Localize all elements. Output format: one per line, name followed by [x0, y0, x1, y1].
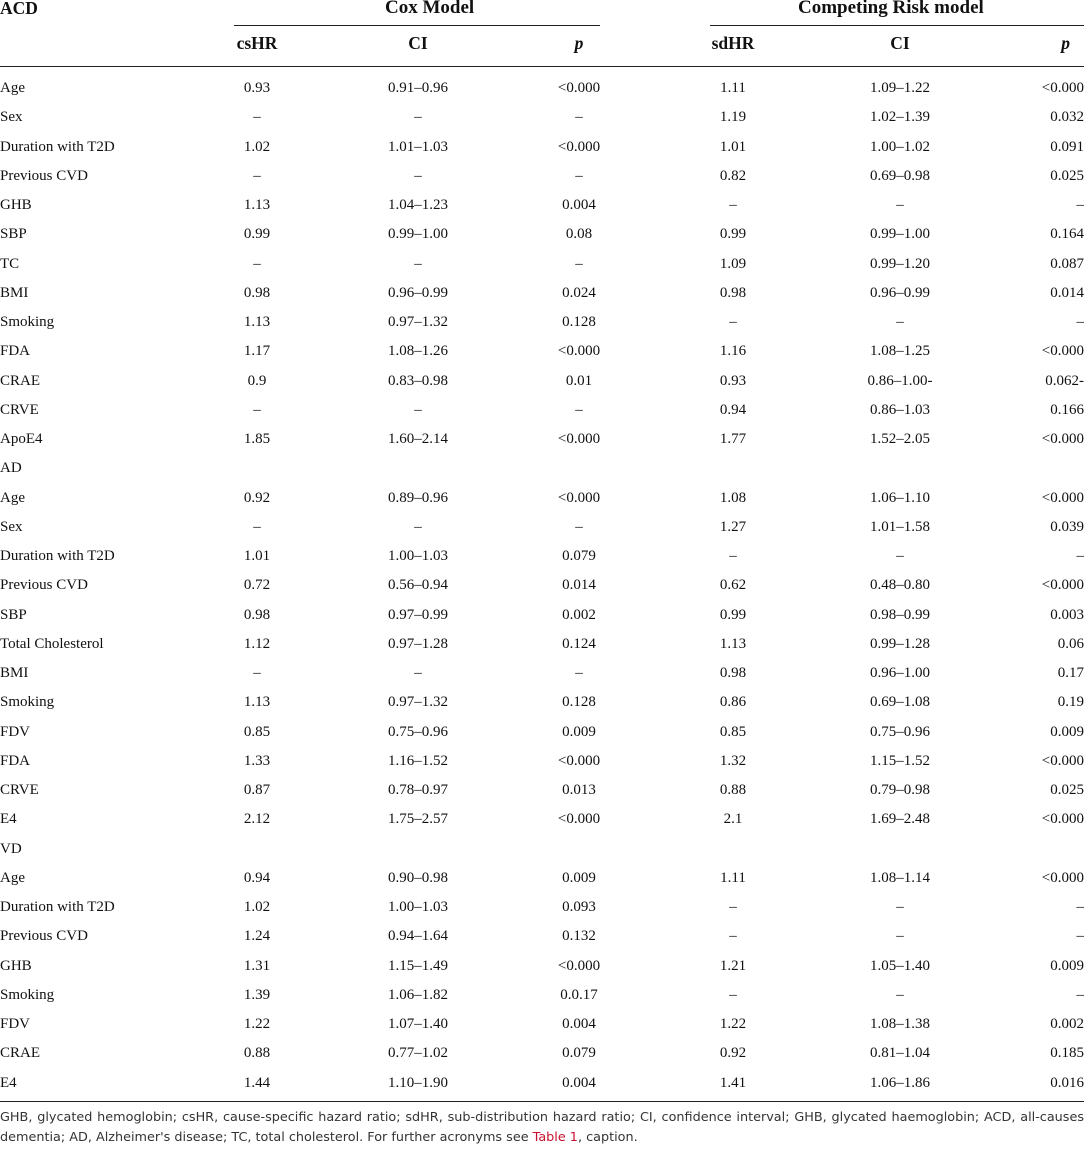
- table-row: [0, 926, 1084, 955]
- cox-model-header: Cox Model: [385, 0, 475, 18]
- table-cell: –: [896, 314, 904, 330]
- table-cell: 1.22: [719, 1016, 747, 1032]
- table-cell: 0.86: [719, 694, 747, 711]
- table-cell: 0.9: [247, 372, 267, 389]
- table-cell: 0.087: [1050, 255, 1084, 272]
- table-cell: –: [896, 986, 904, 1003]
- table-cell: 0.93: [243, 80, 271, 96]
- table-cell: <0.000: [1041, 80, 1084, 96]
- footnote-tail: , caption.: [577, 1130, 638, 1145]
- table-cell: 0.69–0.98: [870, 167, 930, 184]
- table-cell: 0.98: [243, 606, 271, 623]
- table-row: [0, 1073, 1084, 1102]
- table-cell: 0.96–0.99: [870, 284, 930, 301]
- table-cell: 1.01: [719, 138, 747, 155]
- table-row: [0, 312, 1084, 341]
- table-row: [0, 400, 1084, 429]
- table-cell: 1.08–1.38: [870, 1016, 930, 1032]
- table-cell: <0.000: [557, 489, 601, 506]
- table-cell: 1.13: [243, 314, 271, 330]
- row-label: BMI: [0, 665, 29, 681]
- table-cell: <0.000: [557, 431, 601, 447]
- table-cell: 0.004: [562, 197, 596, 213]
- table-cell: –: [414, 109, 422, 126]
- table-cell: 1.69–2.48: [870, 811, 930, 828]
- table-cell: –: [729, 986, 737, 1003]
- table-cell: 1.13: [719, 635, 747, 652]
- row-label: CRAE: [0, 372, 41, 389]
- table-cell: 0.06: [1057, 635, 1084, 652]
- table-cell: –: [253, 665, 261, 681]
- table-cell: 0.99: [243, 226, 271, 243]
- table-cell: <0.000: [1041, 811, 1084, 828]
- table-cell: –: [1076, 314, 1084, 330]
- table-cell: 1.11: [720, 869, 746, 886]
- competing-risk-header: Competing Risk model: [798, 0, 984, 18]
- table-cell: 1.06–1.82: [388, 986, 448, 1003]
- table-cell: –: [253, 255, 261, 272]
- table-row: [0, 634, 1084, 663]
- table-cell: 0.004: [562, 1016, 596, 1032]
- row-label: Sex: [0, 518, 23, 535]
- table-cell: 0.079: [562, 548, 596, 564]
- row-label: Smoking: [0, 694, 55, 711]
- table-cell: 0.96–1.00: [870, 665, 930, 681]
- table-cell: 0.016: [1050, 1074, 1084, 1091]
- row-label: FDA: [0, 752, 31, 769]
- table-cell: 0.124: [562, 635, 596, 652]
- table-cell: <0.000: [557, 957, 601, 974]
- table-row: [0, 254, 1084, 283]
- footnote-text: GHB, glycated hemoglobin; csHR, cause-specific hazard ratio; sdHR, sub-distribution hazard ratio; CI, confidence interval; GHB, glycated haemoglobin; ACD, all-causes dementia; AD, Alzheimer's disease; TC, total cholesterol. For further acronyms see: [0, 1110, 1084, 1145]
- table-cell: 1.04–1.23: [388, 197, 448, 213]
- table-cell: 0.164: [1050, 226, 1084, 243]
- table-cell: 0.166: [1050, 401, 1084, 418]
- table-row: [0, 868, 1084, 897]
- table-cell: 0.92: [719, 1045, 747, 1062]
- table-cell: 0.85: [719, 723, 747, 740]
- table-cell: 1.09: [719, 255, 747, 272]
- table-cell: 0.98: [243, 284, 271, 301]
- table-cell: 0.97–1.32: [388, 694, 448, 711]
- table-cell: –: [1076, 197, 1084, 213]
- table-cell: 1.08–1.26: [388, 343, 448, 360]
- table-cell: 1.17: [243, 343, 271, 360]
- table-cell: 0.01: [565, 372, 593, 389]
- table-cell: –: [1076, 548, 1084, 564]
- row-label: TC: [0, 255, 20, 272]
- table-cell: –: [1076, 928, 1084, 945]
- table-cell: 1.08: [719, 489, 747, 506]
- table-cell: 0.87: [243, 782, 271, 798]
- table-cell: –: [896, 197, 904, 213]
- table-row: [0, 897, 1084, 926]
- row-label: Age: [0, 80, 25, 96]
- table-cell: 1.10–1.90: [388, 1074, 448, 1091]
- table-cell: 1.02–1.39: [870, 109, 930, 126]
- table-row: [0, 780, 1084, 809]
- table-cell: 0.025: [1050, 782, 1084, 798]
- table-row: [0, 283, 1084, 312]
- table-row: [0, 166, 1084, 195]
- table-cell: 1.22: [243, 1016, 271, 1032]
- table-cell: –: [896, 928, 904, 945]
- table-row: [0, 429, 1084, 458]
- table-row: [0, 605, 1084, 634]
- table-cell: <0.000: [1041, 431, 1084, 447]
- table-cell: 0.56–0.94: [388, 577, 448, 594]
- table-cell: 1.00–1.02: [870, 138, 930, 155]
- table-cell: 0.86–1.00-: [867, 372, 933, 389]
- row-label: Duration with T2D: [0, 138, 115, 155]
- table-cell: 0.90–0.98: [388, 869, 448, 886]
- table-cell: 0.97–1.28: [388, 635, 448, 652]
- table-cell: 1.19: [719, 109, 747, 126]
- table-row: [0, 809, 1084, 838]
- table-cell: 1.01–1.58: [870, 518, 930, 535]
- row-label: ApoE4: [0, 431, 43, 447]
- table-cell: 0.99–1.00: [388, 226, 448, 243]
- table-row: [0, 341, 1084, 370]
- table-cell: 0.002: [1050, 1016, 1084, 1032]
- table-cell: 1.33: [243, 752, 271, 769]
- row-label: FDV: [0, 1016, 31, 1032]
- table-cell: 0.025: [1050, 167, 1084, 184]
- row-label: Smoking: [0, 314, 55, 330]
- table-cell: –: [896, 548, 904, 564]
- table-cell: –: [414, 518, 422, 535]
- table-row: [0, 692, 1084, 721]
- col-header-p-competing: p: [1061, 33, 1070, 53]
- table-cell: 0.97–0.99: [388, 606, 448, 623]
- table-cell: 1.01: [243, 548, 271, 564]
- table-cell: 1.75–2.57: [388, 811, 448, 828]
- row-label: GHB: [0, 957, 32, 974]
- table-cell: 0.81–1.04: [870, 1045, 930, 1062]
- table-cell: 0.94: [243, 869, 271, 886]
- row-label: CRVE: [0, 401, 39, 418]
- table-cell: 0.132: [562, 928, 596, 945]
- col-header-cshr: csHR: [236, 33, 278, 53]
- table-cell: –: [575, 167, 583, 184]
- table-cell: –: [575, 109, 583, 126]
- table-cell: –: [729, 899, 737, 915]
- row-label: FDV: [0, 723, 31, 740]
- table-cell: 0.91–0.96: [388, 80, 448, 96]
- table-cell: –: [575, 401, 583, 418]
- row-label: Previous CVD: [0, 577, 88, 594]
- table-cell: 1.15–1.49: [388, 957, 448, 974]
- table-row: [0, 517, 1084, 546]
- table-cell: 1.21: [719, 957, 747, 974]
- table-cell: 1.13: [243, 694, 271, 711]
- table-footnote: [0, 1108, 1084, 1148]
- table-cell: 1.77: [719, 431, 747, 447]
- table-cell: 0.77–1.02: [388, 1045, 448, 1062]
- table-cell: 1.09–1.22: [870, 80, 930, 96]
- table-cell: 1.08–1.25: [870, 343, 930, 360]
- table-cell: 1.16–1.52: [388, 752, 448, 769]
- table-cell: 0.99: [719, 226, 747, 243]
- table-cell: –: [575, 665, 583, 681]
- table-row: [0, 137, 1084, 166]
- table-row: [0, 107, 1084, 136]
- table-row: [0, 722, 1084, 751]
- table-cell: 1.11: [720, 80, 746, 96]
- table-cell: 0.97–1.32: [388, 314, 448, 330]
- table-cell: –: [729, 548, 737, 564]
- table-cell: 0.17: [1057, 665, 1084, 681]
- table-cell: 0.93: [719, 372, 747, 389]
- table-cell: 1.02: [243, 899, 271, 915]
- table-cell: 1.06–1.86: [870, 1074, 930, 1091]
- table-cell: 1.85: [243, 431, 271, 447]
- table-cell: 0.009: [1050, 957, 1084, 974]
- table-cell: 0.88: [719, 782, 747, 798]
- table-cell: 1.13: [243, 197, 271, 213]
- table-row: [0, 663, 1084, 692]
- col-header-sdhr: sdHR: [711, 33, 755, 53]
- table-cell: 1.16: [719, 343, 747, 360]
- table-cell: –: [414, 665, 422, 681]
- table-cell: 0.002: [562, 606, 596, 623]
- first-column-header: ACD: [0, 0, 38, 18]
- row-label: SBP: [0, 606, 27, 623]
- table-cell: 0.75–0.96: [388, 723, 448, 740]
- table-cell: 0.091: [1050, 138, 1084, 155]
- table-cell: –: [253, 518, 261, 535]
- table-cell: 0.014: [1050, 284, 1084, 301]
- table-cell: 0.78–0.97: [388, 782, 448, 798]
- table-cell: 0.0.17: [560, 986, 598, 1003]
- table-cell: 0.98: [719, 665, 747, 681]
- table-cell: 1.32: [719, 752, 747, 769]
- cox-model-underline: [234, 25, 600, 26]
- table-cell: <0.000: [557, 138, 601, 155]
- col-header-ci-competing: CI: [890, 33, 910, 53]
- row-label: E4: [0, 1074, 17, 1091]
- table-cell: 0.69–1.08: [870, 694, 930, 711]
- table-row: [0, 1014, 1084, 1043]
- table-cell: 1.02: [243, 138, 271, 155]
- table-cell: 0.024: [562, 284, 596, 301]
- table-cell: –: [1076, 986, 1084, 1003]
- table-row: [0, 488, 1084, 517]
- table-cell: –: [414, 255, 422, 272]
- row-label: Duration with T2D: [0, 548, 115, 564]
- table-cell: 0.128: [562, 694, 596, 711]
- col-header-ci-cox: CI: [408, 33, 428, 53]
- bottom-rule: [0, 1101, 1084, 1102]
- table-cell: –: [575, 518, 583, 535]
- table-cell: –: [729, 314, 737, 330]
- table-cell: 0.009: [1050, 723, 1084, 740]
- table-cell: <0.000: [1041, 752, 1084, 769]
- table-cell: 0.128: [562, 314, 596, 330]
- table-cell: 1.41: [719, 1074, 747, 1091]
- table-cell: 2.12: [243, 811, 271, 828]
- row-label: GHB: [0, 197, 32, 213]
- row-label: Previous CVD: [0, 928, 88, 945]
- row-label: Previous CVD: [0, 167, 88, 184]
- table-cell: –: [896, 899, 904, 915]
- table-cell: 0.94–1.64: [388, 928, 448, 945]
- table-row: [0, 985, 1084, 1014]
- table-cell: 1.31: [243, 957, 271, 974]
- table-cell: <0.000: [1041, 343, 1084, 360]
- table-cell: 0.009: [562, 869, 596, 886]
- table-cell: 0.014: [562, 577, 596, 594]
- table-cell: 1.01–1.03: [388, 138, 448, 155]
- row-label: FDA: [0, 343, 31, 360]
- table-cell: 0.82: [719, 167, 747, 184]
- table-cell: 0.75–0.96: [870, 723, 930, 740]
- table-cell: 0.83–0.98: [388, 372, 448, 389]
- row-label: Age: [0, 869, 25, 886]
- table-cell: 0.48–0.80: [870, 577, 930, 594]
- table-cell: –: [729, 197, 737, 213]
- row-label: CRAE: [0, 1045, 41, 1062]
- table-cell: 0.88: [243, 1045, 271, 1062]
- table-cell: 0.85: [243, 723, 271, 740]
- row-label: Smoking: [0, 986, 55, 1003]
- table-cell: 1.24: [243, 928, 271, 945]
- row-label: Age: [0, 489, 25, 506]
- table-cell: 1.27: [719, 518, 747, 535]
- table-1-link[interactable]: Table 1: [532, 1130, 578, 1145]
- table-cell: 1.05–1.40: [870, 957, 930, 974]
- row-label: Total Cholesterol: [0, 635, 104, 652]
- table-cell: 0.96–0.99: [388, 284, 448, 301]
- table-cell: 0.003: [1050, 606, 1084, 623]
- header-rule: [0, 66, 1084, 67]
- table-cell: 0.19: [1057, 694, 1084, 711]
- row-label: E4: [0, 811, 17, 828]
- table-cell: 1.08–1.14: [870, 869, 930, 886]
- row-label: SBP: [0, 226, 27, 243]
- table-cell: 1.60–2.14: [388, 431, 448, 447]
- row-label: AD: [0, 460, 22, 477]
- table-cell: –: [729, 928, 737, 945]
- table-row: [0, 839, 1084, 868]
- table-cell: 0.004: [562, 1074, 596, 1091]
- table-cell: –: [414, 401, 422, 418]
- table-cell: 1.52–2.05: [870, 431, 930, 447]
- table-cell: 0.062-: [1045, 372, 1084, 389]
- table-cell: 0.032: [1050, 109, 1084, 126]
- table-cell: 0.72: [243, 577, 271, 594]
- row-label: CRVE: [0, 782, 39, 798]
- table-cell: 0.039: [1050, 518, 1084, 535]
- table-cell: <0.000: [557, 80, 601, 96]
- table-row: [0, 956, 1084, 985]
- table-cell: 1.07–1.40: [388, 1016, 448, 1032]
- table-cell: <0.000: [1041, 869, 1084, 886]
- table-cell: 0.98–0.99: [870, 606, 930, 623]
- table-cell: 1.15–1.52: [870, 752, 930, 769]
- table-cell: <0.000: [557, 752, 601, 769]
- col-header-p-cox: p: [574, 33, 584, 53]
- table-cell: 2.1: [723, 811, 743, 828]
- table-cell: 0.89–0.96: [388, 489, 448, 506]
- table-row: [0, 1043, 1084, 1072]
- table-cell: <0.000: [557, 343, 601, 360]
- row-label: Duration with T2D: [0, 899, 115, 915]
- table-cell: –: [1076, 899, 1084, 915]
- table-row: [0, 575, 1084, 604]
- table-cell: 0.08: [565, 226, 593, 243]
- table-cell: <0.000: [1041, 577, 1084, 594]
- table-cell: 0.013: [562, 782, 596, 798]
- table-cell: –: [414, 167, 422, 184]
- table-cell: 0.079: [562, 1045, 596, 1062]
- table-cell: 0.94: [719, 401, 747, 418]
- row-label: BMI: [0, 284, 29, 301]
- row-label: VD: [0, 840, 22, 857]
- table-row: [0, 195, 1084, 224]
- row-label: Sex: [0, 109, 23, 126]
- table-cell: 0.185: [1050, 1045, 1084, 1062]
- table-cell: 1.00–1.03: [388, 548, 448, 564]
- table-cell: 1.00–1.03: [388, 899, 448, 915]
- table-cell: 0.99–1.00: [870, 226, 930, 243]
- competing-risk-underline: [710, 25, 1084, 26]
- table-cell: –: [253, 109, 261, 126]
- table-cell: 1.39: [243, 986, 271, 1003]
- table-cell: 1.12: [243, 635, 271, 652]
- table-row: [0, 458, 1084, 487]
- table-cell: 1.44: [243, 1074, 271, 1091]
- table-cell: –: [253, 167, 261, 184]
- table-cell: –: [253, 401, 261, 418]
- table-cell: –: [575, 255, 583, 272]
- table-row: [0, 224, 1084, 253]
- table-cell: 0.98: [719, 284, 747, 301]
- table-cell: <0.000: [1041, 489, 1084, 506]
- table-cell: 0.86–1.03: [870, 401, 930, 418]
- table-cell: 0.99–1.28: [870, 635, 930, 652]
- table-cell: 1.06–1.10: [870, 489, 930, 506]
- table-row: [0, 78, 1084, 107]
- table-row: [0, 546, 1084, 575]
- table-cell: 0.009: [562, 723, 596, 740]
- table-row: [0, 371, 1084, 400]
- table-cell: <0.000: [557, 811, 601, 828]
- table-cell: 0.79–0.98: [870, 782, 930, 798]
- table-cell: 0.99: [719, 606, 747, 623]
- table-cell: 0.62: [719, 577, 747, 594]
- table-cell: 0.99–1.20: [870, 255, 930, 272]
- table-cell: 0.093: [562, 899, 596, 915]
- table-cell: 0.92: [243, 489, 271, 506]
- table-row: [0, 751, 1084, 780]
